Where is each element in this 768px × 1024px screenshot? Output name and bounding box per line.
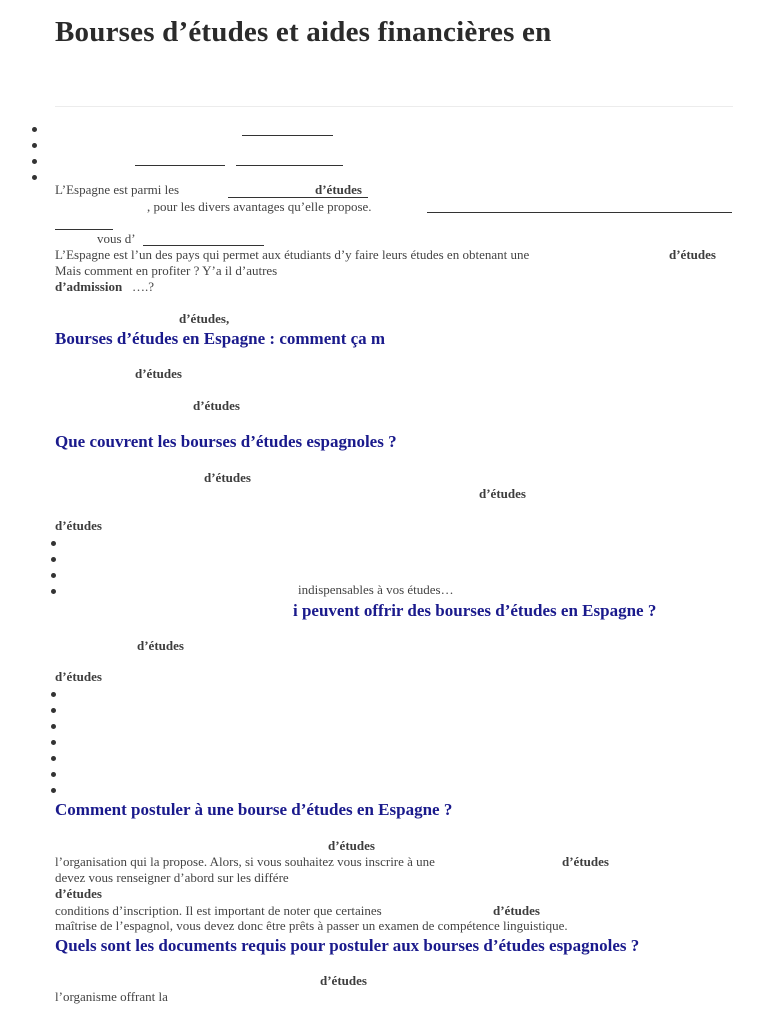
list-item-text: indispensables à vos études… (298, 582, 454, 597)
inline-link[interactable] (143, 245, 264, 246)
inline-link[interactable] (55, 229, 113, 230)
page-title: Bourses d’études et aides financières en (55, 16, 552, 48)
divider (55, 106, 733, 107)
toc-link[interactable] (135, 165, 225, 166)
bold-term: d’études, (179, 311, 230, 326)
paragraph-line: maîtrise de l’espagnol, vous devez donc être prêts à passer un examen de compétence linguistique. (55, 918, 568, 933)
list-bullet (51, 557, 56, 562)
list-bullet (51, 772, 56, 777)
list-bullet (51, 708, 56, 713)
list-bullet (51, 740, 56, 745)
bold-term: d’études (315, 182, 362, 197)
bold-term: d’études (328, 838, 375, 853)
section-heading: i peuvent offrir des bourses d’études en Espagne ? (293, 601, 657, 620)
paragraph-line: L’Espagne est parmi les (55, 182, 180, 197)
section-heading: Bourses d’études en Espagne : comment ça m (55, 329, 386, 348)
list-bullet (32, 175, 37, 180)
paragraph-line: vous d’ (97, 231, 136, 246)
list-bullet (51, 573, 56, 578)
list-bullet (51, 541, 56, 546)
bold-term: d’études (320, 973, 367, 988)
paragraph-line: Mais comment en profiter ? Y’a il d’autres (55, 263, 278, 278)
bold-term: d’études (669, 247, 716, 262)
list-bullet (51, 756, 56, 761)
paragraph-line: conditions d’inscription. Il est important de noter que certaines (55, 903, 382, 918)
bold-term: d’études (193, 398, 240, 413)
toc-link[interactable] (236, 165, 343, 166)
bold-term: d’admission (55, 279, 123, 294)
bold-term: d’études (55, 669, 102, 684)
list-bullet (51, 589, 56, 594)
paragraph-line: l’organisme offrant la (55, 989, 168, 1004)
paragraph-line: ….? (132, 279, 155, 294)
bold-term: d’études (137, 638, 184, 653)
list-bullet (32, 127, 37, 132)
bold-term: d’études (55, 886, 102, 901)
list-bullet (51, 692, 56, 697)
bold-term: d’études (493, 903, 540, 918)
paragraph-line: devez vous renseigner d’abord sur les différe (55, 870, 289, 885)
paragraph-line: , pour les divers avantages qu’elle propose. (147, 199, 372, 214)
bold-term: d’études (135, 366, 182, 381)
section-heading: Quels sont les documents requis pour postuler aux bourses d’études espagnoles ? (55, 936, 640, 955)
paragraph-line: l’organisation qui la propose. Alors, si vous souhaitez vous inscrire à une (55, 854, 435, 869)
paragraph-line: L’Espagne est l’un des pays qui permet aux étudiants d’y faire leurs études en obtenant une (55, 247, 530, 262)
bold-term: d’études (479, 486, 526, 501)
bold-term: d’études (204, 470, 251, 485)
list-bullet (32, 159, 37, 164)
section-heading: Comment postuler à une bourse d’études en Espagne ? (55, 800, 453, 819)
bold-term: d’études (562, 854, 609, 869)
list-bullet (51, 788, 56, 793)
inline-link[interactable] (427, 212, 732, 213)
list-bullet (51, 724, 56, 729)
list-bullet (32, 143, 37, 148)
bold-term: d’études (55, 518, 102, 533)
section-heading: Que couvrent les bourses d’études espagnoles ? (55, 432, 397, 451)
toc-link[interactable] (242, 135, 333, 136)
